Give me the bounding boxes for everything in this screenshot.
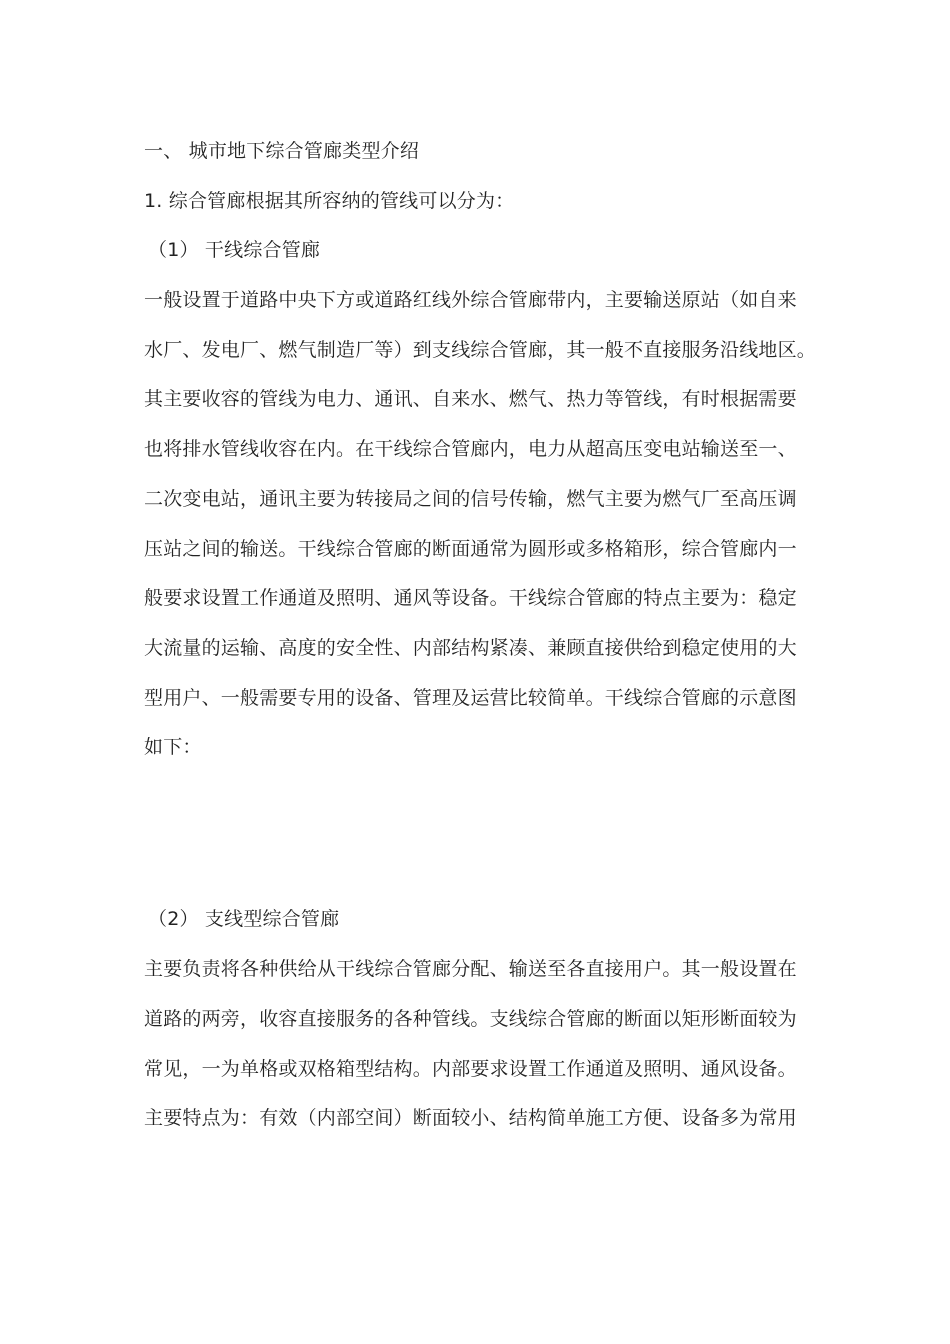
subheading: 1. 综合管廊根据其所容纳的管线可以分为： [144,190,515,212]
paragraph-line: 压站之间的输送。干线综合管廊的断面通常为圆形或多格箱形，综合管廊内一 [144,538,797,560]
paragraph-line: 二次变电站，通讯主要为转接局之间的信号传输，燃气主要为燃气厂至高压调 [144,488,797,510]
paragraph-line: 一般设置于道路中央下方或道路红线外综合管廊带内，主要输送原站（如自来 [144,289,797,311]
section-heading: 一、 城市地下综合管廊类型介绍 [144,140,420,162]
paragraph-line: 主要特点为：有效（内部空间）断面较小、结构简单施工方便、设备多为常用 [144,1107,797,1129]
paragraph-line: 也将排水管线收容在内。在干线综合管廊内，电力从超高压变电站输送至一、 [144,438,797,460]
paragraph-line: 主要负责将各种供给从干线综合管廊分配、输送至各直接用户。其一般设置在 [144,958,797,980]
paragraph-line: 道路的两旁，收容直接服务的各种管线。支线综合管廊的断面以矩形断面较为 [144,1008,797,1030]
section2-title: （2） 支线型综合管廊 [148,908,340,930]
paragraph-line: 大流量的运输、高度的安全性、内部结构紧凑、兼顾直接供给到稳定使用的大 [144,637,797,659]
paragraph-line: 水厂、发电厂、燃气制造厂等）到支线综合管廊，其一般不直接服务沿线地区。 [144,339,817,361]
paragraph-line: 型用户、一般需要专用的设备、管理及运营比较简单。干线综合管廊的示意图 [144,687,797,709]
paragraph-line: 常见，一为单格或双格箱型结构。内部要求设置工作通道及照明、通风设备。 [144,1058,797,1080]
paragraph-line: 如下： [144,736,202,758]
paragraph-line: 其主要收容的管线为电力、通讯、自来水、燃气、热力等管线，有时根据需要 [144,388,797,410]
paragraph-line: 般要求设置工作通道及照明、通风等设备。干线综合管廊的特点主要为：稳定 [144,587,797,609]
section1-title: （1） 干线综合管廊 [148,239,321,261]
